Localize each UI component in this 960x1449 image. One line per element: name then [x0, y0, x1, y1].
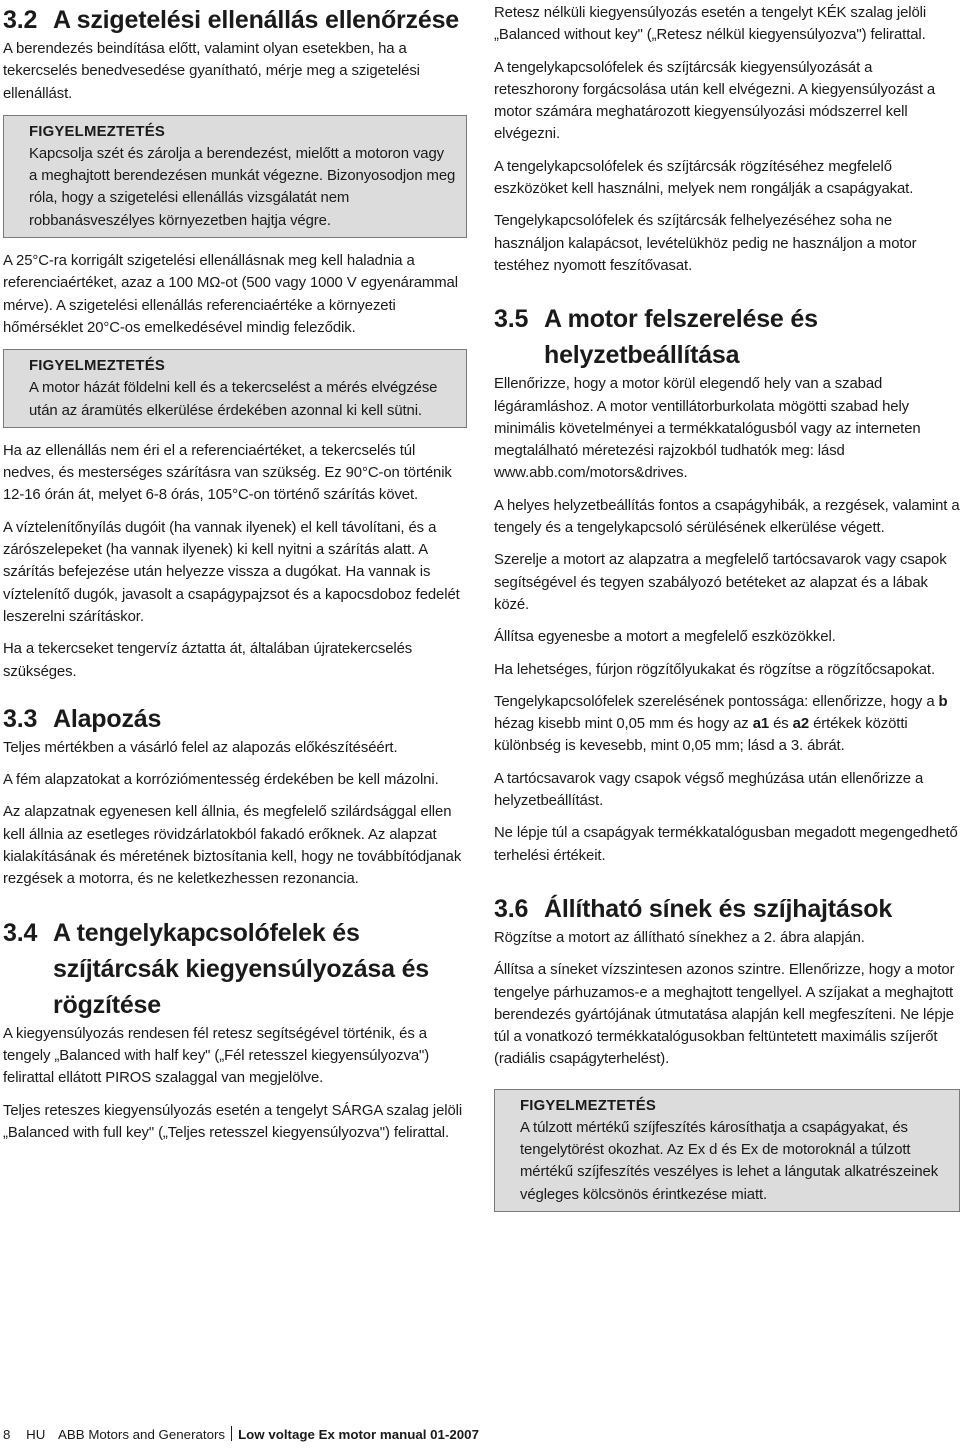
paragraph: A tartócsavarok vagy csapok végső meghúzása után ellenőrizze a helyzetbeállítást.	[494, 770, 924, 810]
warning-heading: FIGYELMEZTETÉS	[29, 123, 165, 140]
warning-box	[3, 115, 467, 238]
manual-title: Low voltage Ex motor manual 01-2007	[238, 1427, 479, 1442]
paragraph: Teljes mértékben a vásárló felel az alapozás előkészítéséért.	[3, 739, 398, 756]
section-heading-3-2	[3, 2, 467, 38]
text-run: hézag kisebb mint 0,05 mm és hogy az	[494, 716, 753, 733]
section-number: 3.2	[3, 6, 38, 34]
paragraph: Ha a tekercseket tengervíz áztatta át, általában újratekercselés szükséges.	[3, 641, 413, 680]
warning-text: Kapcsolja szét és zárolja a berendezést, mielőtt a motoron vagy a meghajtott berendezésen munkát végezne. Bizonyosodjon meg róla, hogy a szigetelési ellenállás vizsgálatát nem robbanásveszélyes környezetben hajtja végre.	[29, 145, 456, 229]
paragraph: Szerelje a motort az alapzatra a megfelelő tartócsavarok vagy csapok segítségével és tegyen szabályozó betéteket az alapzat és a lábak közé.	[494, 552, 947, 613]
section-number: 3.3	[3, 704, 38, 733]
paragraph-alignment	[494, 691, 960, 758]
text-run: Tengelykapcsolófelek szerelésének pontossága: ellenőrizze, hogy a	[494, 693, 939, 710]
section-title: Állítható sínek és szíjhajtások	[544, 894, 893, 923]
paragraph: Állítsa egyenesbe a motort a megfelelő eszközökkel.	[494, 629, 836, 646]
paragraph: A 25°C-ra korrigált szigetelési ellenállásnak meg kell haladnia a referenciaértéket, azaz a 100 MΩ-ot (500 vagy 1000 V egyenárammal mérve). A szigetelési ellenállás referenciaértéke a környezeti hőmérséklet 20°C-os emelkedésével mindig feleződik.	[3, 253, 458, 336]
section-title: A tengelykapcsolófelek és szíjtárcsák kiegyensúlyozása és rögzítése	[53, 918, 429, 1019]
section-title: Alapozás	[53, 704, 162, 733]
symbol-a2: a2	[792, 716, 810, 733]
paragraph: Ellenőrizze, hogy a motor körül elegendő hely van a szabad légáramláshoz. A motor ventillátorburkolata mögötti szabad hely minimális követelményei a termékkatalógusból vagy az interneten megtalálható méretezési rajzokból tudhatók meg: lásd www.abb.com/motors&drives.	[494, 376, 921, 482]
paragraph: Állítsa a síneket vízszintesen azonos szintre. Ellenőrizze, hogy a motor tengelye párhuzamos-e a meghajtott tengellyel. A szíjakat a meghajtott berendezés gyártójának útmutatása alapján kell megfeszíteni. Ne lépje túl a vonatkozó termékkatalógusokban feltüntetett maximális szíjerőt (radiális csapágyterhelést).	[494, 962, 955, 1068]
section-title: A motor felszerelése és helyzetbeállítása	[544, 305, 818, 370]
paragraph: A víztelenítőnyílás dugóit (ha vannak ilyenek) el kell távolítani, és a zárószelepeket (ha vannak ilyenek) ki kell nyitni a szárítás alatt. A szárítás befejezése után helyezze vissza a dugókat. Ha vannak is víztelenítő dugók, javasolt a csapágypajzsot és a kapocsdoboz fedelét leszerelni szárításkor.	[3, 519, 460, 625]
warning-box	[494, 1089, 960, 1212]
footer-separator	[231, 1426, 232, 1441]
section-heading-3-5	[494, 301, 960, 373]
warning-heading: FIGYELMEZTETÉS	[520, 1097, 656, 1114]
section-heading-3-4	[3, 915, 467, 1023]
paragraph: A fém alapzatokat a korróziómentesség érdekében be kell mázolni.	[3, 772, 439, 789]
paragraph: A berendezés beindítása előtt, valamint olyan esetekben, ha a tekercselés benedvesedése gyanítható, mérje meg a szigetelési ellenállást.	[3, 41, 420, 102]
paragraph: Teljes reteszes kiegyensúlyozás esetén a tengelyt SÁRGA szalag jelöli „Balanced with full key" („Teljes retesszel kiegyensúlyozva") felirattal.	[3, 1102, 463, 1141]
language-code: HU	[26, 1427, 46, 1442]
right-column	[494, 2, 960, 1224]
warning-box	[3, 349, 467, 428]
section-heading-3-6	[494, 891, 960, 927]
page-number: 8	[3, 1427, 11, 1442]
section-heading-3-3	[3, 701, 467, 737]
section-number: 3.6	[494, 894, 529, 923]
section-number: 3.5	[494, 305, 529, 334]
text-run: értékek közötti különbség is kevesebb, mint 0,05 mm; lásd a 3. ábrát.	[494, 716, 908, 755]
paragraph: Tengelykapcsolófelek és szíjtárcsák felhelyezéséhez soha ne használjon kalapácsot, levételükhöz pedig ne használjon a motor testéhez nyomott feszítővasat.	[494, 213, 917, 274]
section-number: 3.4	[3, 918, 38, 947]
paragraph: Retesz nélküli kiegyensúlyozás esetén a tengelyt KÉK szalag jelöli „Balanced without key" („Retesz nélkül kiegyensúlyozva") felirattal.	[494, 5, 927, 44]
paragraph: A tengelykapcsolófelek és szíjtárcsák rögzítéséhez megfelelő eszközöket kell használni, melyek nem rongálják a csapágyakat.	[494, 158, 914, 198]
paragraph: Rögzítse a motort az állítható sínekhez a 2. ábra alapján.	[494, 929, 865, 946]
warning-text: A túlzott mértékű szíjfeszítés károsíthatja a csapágyakat, és tengelytörést okozhat. Az Ex d és Ex de motoroknál a túlzott mértékű szíjfeszítés veszélyes is lehet a lángutak alkatrészeinek végleges kölcsönös érintkezése miatt.	[520, 1119, 939, 1203]
paragraph: Ha lehetséges, fúrjon rögzítőlyukakat és rögzítse a rögzítőcsapokat.	[494, 661, 935, 678]
paragraph: A tengelykapcsolófelek és szíjtárcsák kiegyensúlyozását a reteszhorony forgácsolása után kell elvégezni. A kiegyensúlyozást a motor számára meghatározott kiegyensúlyozási módszerrel kell elvégezni.	[494, 59, 936, 143]
warning-heading: FIGYELMEZTETÉS	[29, 358, 165, 375]
company-name: ABB Motors and Generators	[58, 1427, 226, 1442]
left-column	[3, 2, 467, 1154]
text-run: és	[769, 716, 793, 733]
symbol-b: b	[938, 693, 948, 710]
section-title: A szigetelési ellenállás ellenőrzése	[53, 6, 459, 34]
paragraph: Ha az ellenállás nem éri el a referenciaértéket, a tekercselés túl nedves, és mesterséges szárításra van szükség. Ez 90°C-on történik 12-16 órán át, melyet 6-8 órás, 105°C-on történő szárítás követ.	[3, 442, 452, 504]
symbol-a1: a1	[752, 716, 770, 733]
paragraph: Az alapzatnak egyenesen kell állnia, és megfelelő szilárdsággal ellen kell állnia az esetleges rövidzárlatokból fakadó erőknek. Az alapzat kialakításának és méretének biztosítania kell, hogy ne továbbítódjanak rezgések a motorra, és ne keletkezhessen rezonancia.	[3, 804, 462, 888]
page-footer	[3, 1426, 479, 1444]
warning-text: A motor házát földelni kell és a tekercselést a mérés elvégzése után az áramütés elkerülése érdekében azonnal ki kell sütni.	[29, 380, 438, 419]
paragraph: A kiegyensúlyozás rendesen fél retesz segítségével történik, és a tengely „Balanced with half key" („Fél retesszel kiegyensúlyozva") felirattal ellátott PIROS szalaggal van megjelölve.	[3, 1025, 430, 1087]
paragraph: A helyes helyzetbeállítás fontos a csapágyhibák, a rezgések, valamint a tengely és a tengelykapcsoló sérülésének elkerülése végett.	[494, 497, 960, 537]
paragraph: Ne lépje túl a csapágyak termékkatalógusban megadott megengedhető terhelési értékeit.	[494, 825, 958, 864]
